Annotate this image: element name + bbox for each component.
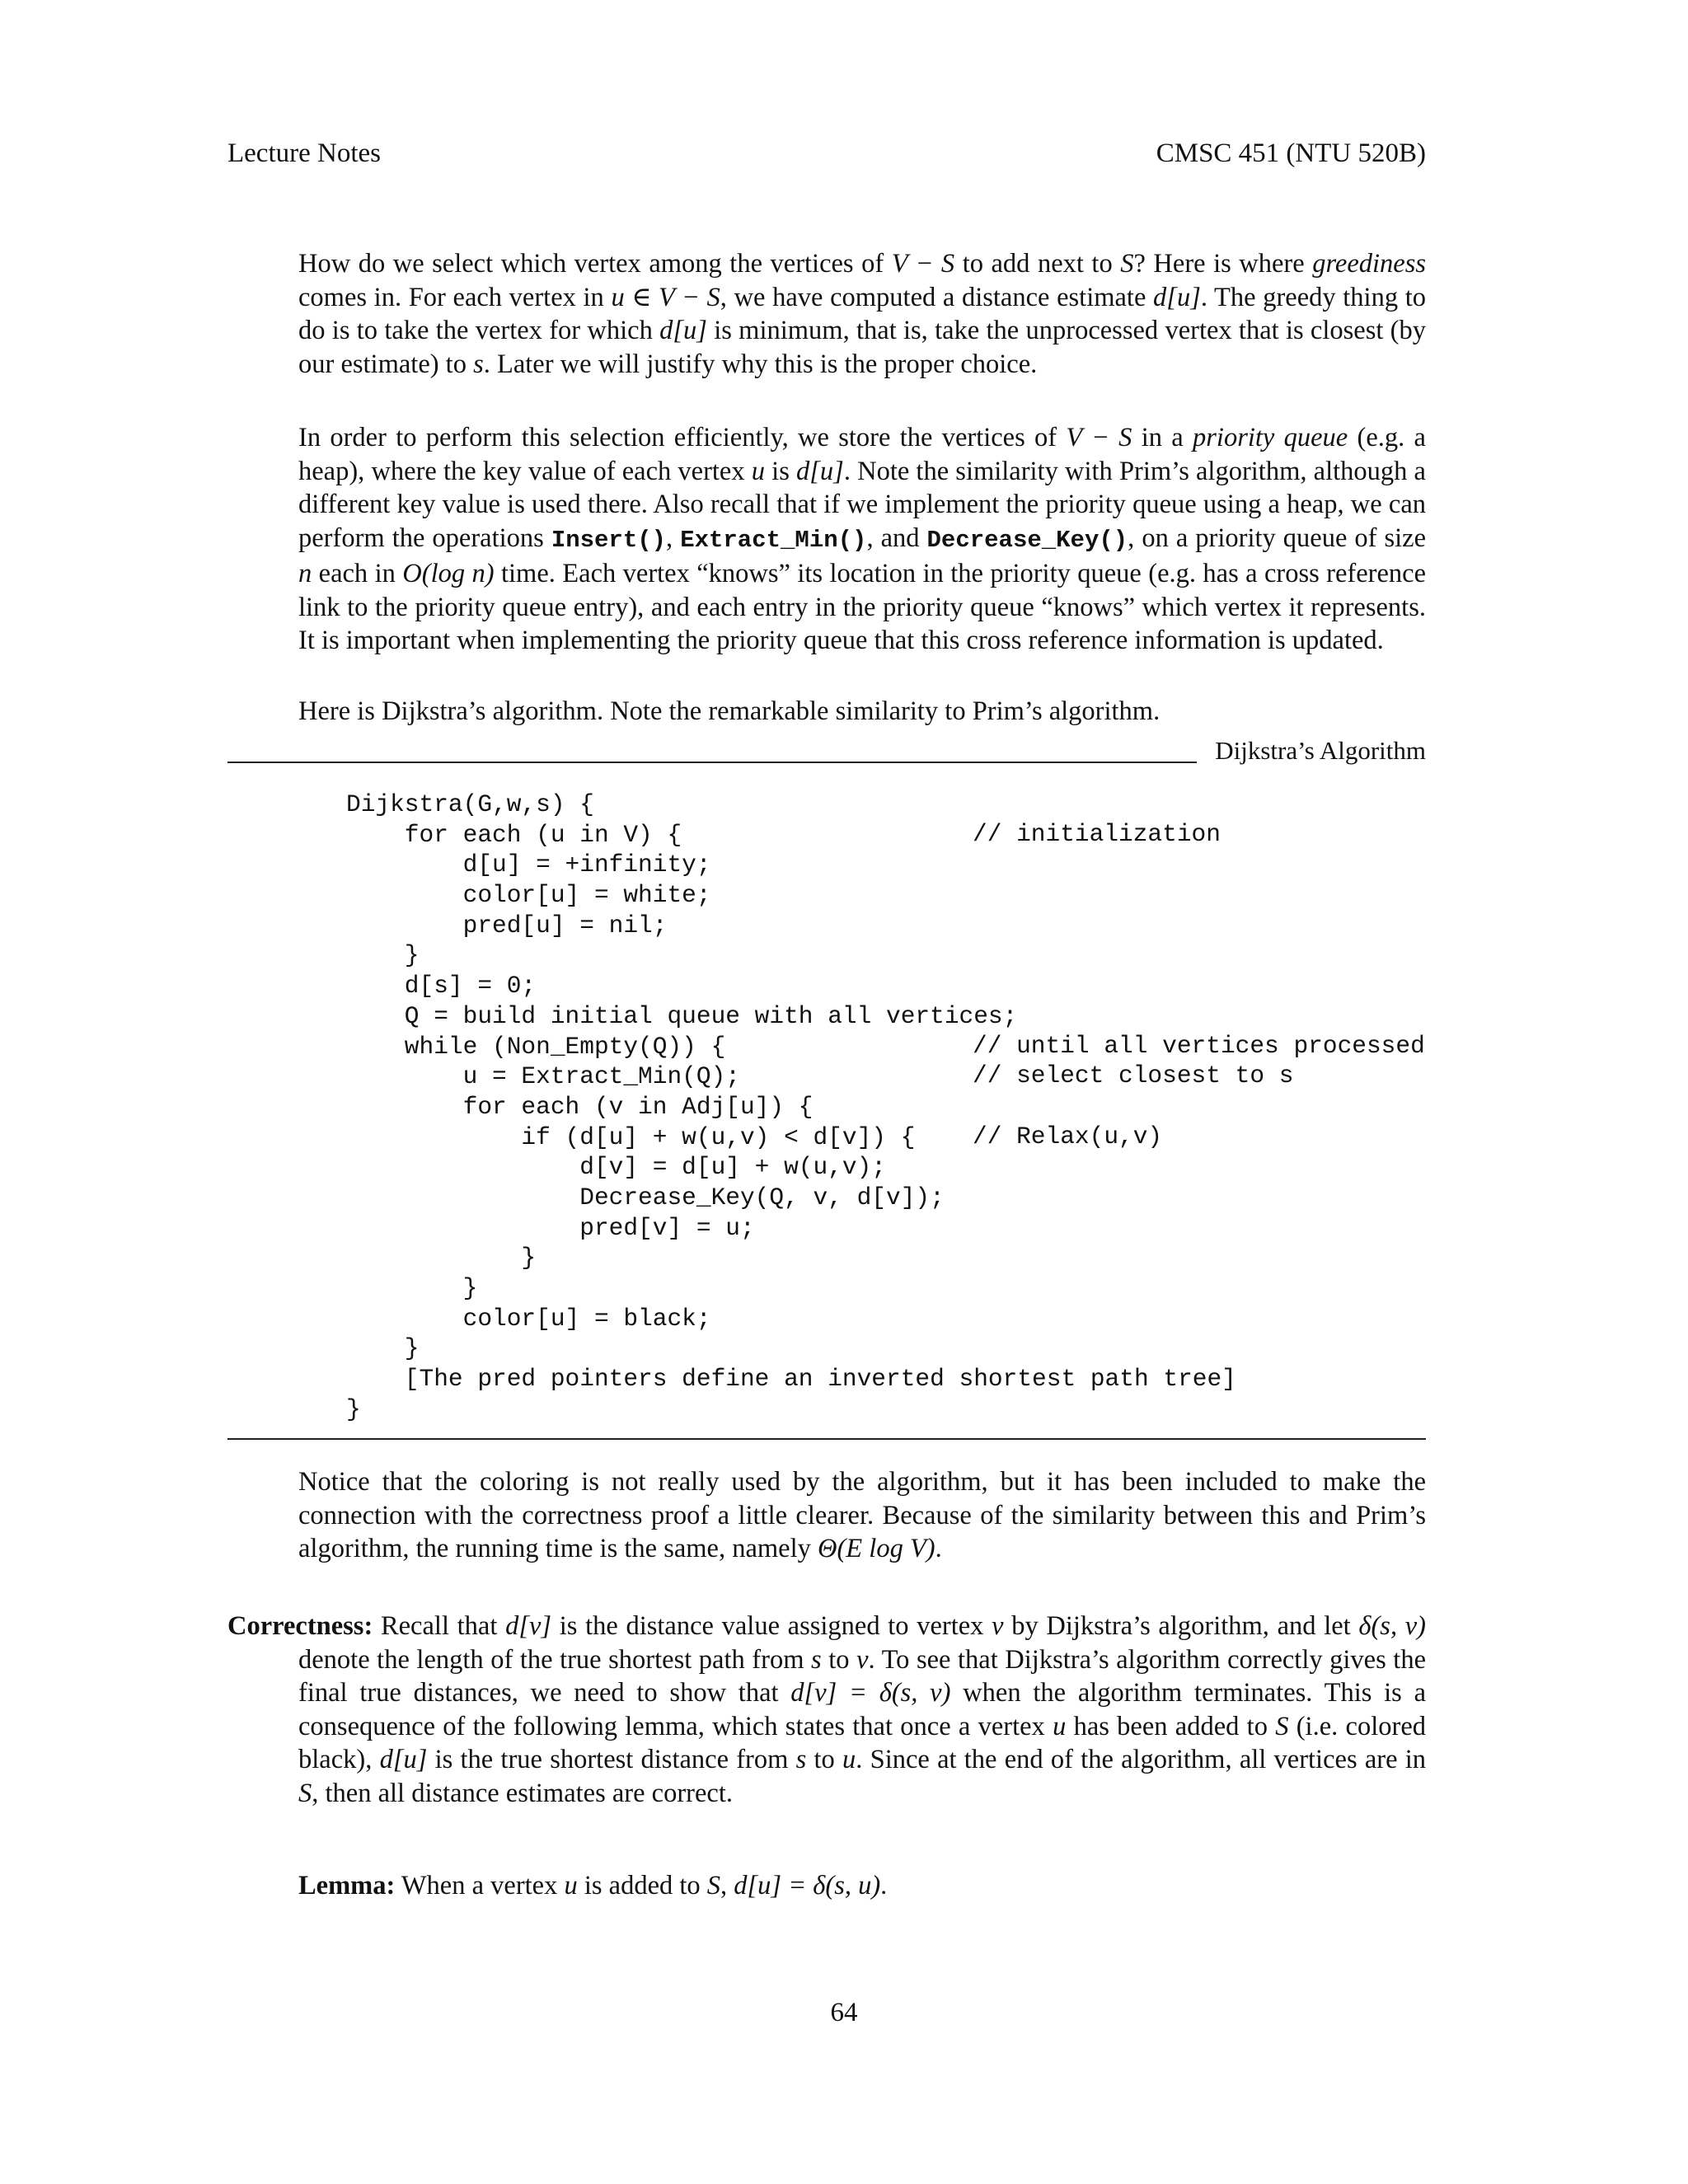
code-line: Decrease_Key(Q, v, d[v]); — [346, 1183, 945, 1212]
code-comment: // initialization — [973, 819, 1221, 848]
code-line: while (Non_Empty(Q)) { — [346, 1032, 726, 1061]
code-line: } — [346, 1334, 420, 1363]
code-comment: // Relax(u,v) — [973, 1122, 1163, 1151]
correctness-paragraph: Correctness: Recall that d[v] is the distance value assigned to vertex v by Dijkstra’s algorithm, and let δ(s, v) denote the length of the true shortest path from s to v. To see that Dijkstra’s algorithm correctly gives the final true distances, we need to show that d[v] = δ(s, v) when the algorithm terminates. This is a consequence of the following lemma, which states that once a vertex u has been added to S (i.e. colored black), d[u] is the true shortest distance from s to u. Since at the end of the algorithm, all vertices are in S, then all distance estimates are correct. — [227, 1611, 1427, 1808]
paragraph-intro-algorithm: Here is Dijkstra’s algorithm. Note the remarkable similarity to Prim’s algorithm. — [298, 696, 1160, 726]
code-line: } — [346, 1394, 361, 1423]
code-line: for each (v in Adj[u]) { — [346, 1092, 814, 1121]
correctness-label: Correctness: — [227, 1611, 373, 1641]
code-comment: // until all vertices processed — [973, 1031, 1425, 1060]
code-line: color[u] = black; — [346, 1304, 711, 1333]
paragraph-greedy-selection: How do we select which vertex among the vertices of V − S to add next to S? Here is where greediness comes in. For each vertex in u ∈ V − S, we have computed a distance estimate d[u]. The greedy thing to do is to take the vertex for which d[u] is minimum, that is, take the unprocessed vertex that is closest (by our estimate) to s. Later we will justify why this is the proper choice. — [298, 249, 1427, 379]
code-line: } — [346, 941, 420, 970]
code-line: Q = build initial queue with all vertices; — [346, 1001, 1018, 1030]
code-comment: // select closest to s — [973, 1062, 1294, 1090]
correctness-section — [227, 1610, 1426, 1810]
code-line: [The pred pointers define an inverted shortest path tree] — [346, 1365, 1236, 1394]
algorithm-code-block — [346, 790, 1236, 1424]
code-line: } — [346, 1274, 478, 1302]
code-line: color[u] = white; — [346, 881, 711, 910]
code-line: Dijkstra(G,w,s) { — [346, 790, 594, 818]
code-line: d[v] = d[u] + w(u,v); — [346, 1153, 887, 1182]
running-header-left: Lecture Notes — [227, 138, 381, 168]
algorithm-header — [227, 736, 1426, 769]
code-line: for each (u in V) { — [346, 820, 682, 849]
code-line: pred[v] = u; — [346, 1213, 755, 1242]
code-line: u = Extract_Min(Q); — [346, 1062, 740, 1091]
algorithm-title: Dijkstra’s Algorithm — [1215, 736, 1426, 765]
running-header-right: CMSC 451 (NTU 520B) — [1156, 138, 1426, 168]
paragraph-coloring-note: Notice that the coloring is not really used by the algorithm, but it has been included to make the connection with the correctness proof a little clearer. Because of the similarity between this and Prim’s algorithm, the running time is the same, namely Θ(E log V). — [298, 1467, 1426, 1563]
page-number: 64 — [830, 1998, 858, 2027]
code-line: if (d[u] + w(u,v) < d[v]) { — [346, 1122, 916, 1151]
code-line: d[u] = +infinity; — [346, 851, 711, 879]
code-line: d[s] = 0; — [346, 972, 537, 1001]
code-line: pred[u] = nil; — [346, 911, 668, 940]
algorithm-top-rule — [227, 762, 1197, 763]
lemma-label: Lemma: — [298, 1871, 396, 1900]
code-line: } — [346, 1244, 537, 1272]
algorithm-bottom-rule — [227, 1438, 1426, 1440]
lemma-statement: Lemma: When a vertex u is added to S, d[u] = δ(s, u). — [298, 1871, 888, 1900]
paragraph-priority-queue: In order to perform this selection efficiently, we store the vertices of V − S in a priority queue (e.g. a heap), where the key value of each vertex u is d[u]. Note the similarity with Prim’s algorithm, although a different key value is used there. Also recall that if we implement the priority queue using a heap, we can perform the operations Insert(), Extract_Min(), and Decrease_Key(), on a priority queue of size n each in O(log n) time. Each vertex “knows” its location in the priority queue (e.g. has a cross reference link to the priority queue entry), and each entry in the priority queue “knows” which vertex it represents. It is important when implementing the priority queue that this cross reference information is updated. — [298, 423, 1427, 655]
